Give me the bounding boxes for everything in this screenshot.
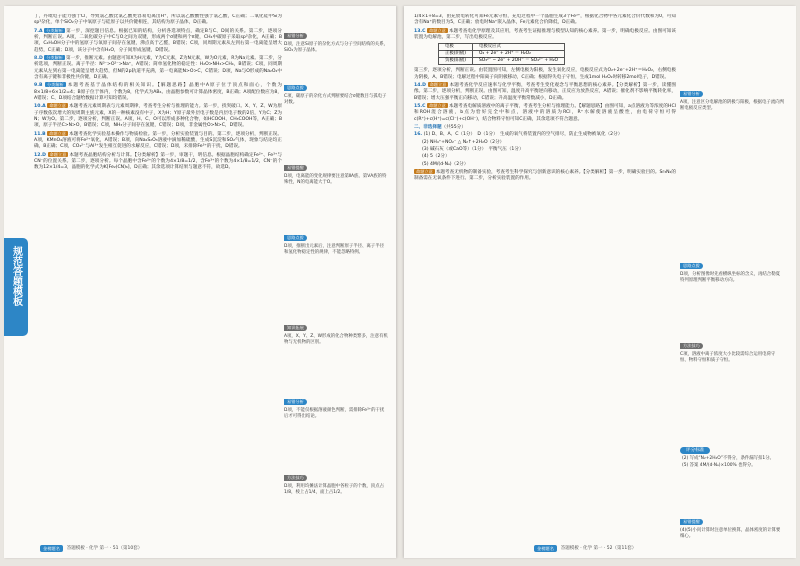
margin-note: 易错提醒 (4)(5)小问计算时注意单位换算，晶体密度的计算要细心。 bbox=[680, 519, 781, 539]
scoring-title: 评分标准 bbox=[680, 447, 710, 454]
question-14: 14.D 命题立意 本题考查化学反应速率与化学平衡，考查考生变化观念与平衡思想的核心素养。【分类解析】第一步，读懂图像。第二步，逐项分析，判断正误。由图可知，温度升高平衡逆向移动，正反应为放热反应，A错误；催化剂不影响平衡转化率，B错误；增大压强平衡正向移动，C错误；升高温度平衡常数减小，D正确。 bbox=[414, 81, 676, 101]
right-notes-column bbox=[680, 14, 786, 539]
answer-line: (3) 碱石灰（或CaO等）（1分） 平衡气压（1分） bbox=[422, 147, 524, 153]
margin-note: 知识拓展 A项，X、Y、Z、W形成的化合物种类繁多，注意有机物与无机物的区别。 bbox=[284, 325, 388, 345]
left-page bbox=[4, 6, 396, 558]
margin-note: 方法技巧 C项，溶液中离子浓度大小比较需综合运用电荷守恒、物料守恒和质子守恒。 bbox=[680, 343, 776, 363]
margin-note: 易错提醒 D项，电离能的变化规律要注意第ⅡA族、第ⅤA族的特殊性，N的电离能大于O。 bbox=[284, 165, 387, 185]
answer-line: (5) 4M/(d·Nₐ)（2分） bbox=[422, 161, 469, 167]
question-15: 15.C 命题立意 本题考查电解质溶液中的离子平衡，考查考生分析与推理能力。【解题思路】由图可知，a点溶液为等浓度的HCl和ROH混合溶液，b点为恰好完全中和点，溶液中的溶质为RCl，R⁺水解使溶液呈酸性，由电荷守恒可得c(R⁺)+c(H⁺)=c(Cl⁻)+c(OH⁻)，结合物料守恒可知C正确，其余选项不符合题意。 bbox=[414, 102, 676, 122]
margin-note: 易错分析 D项，注意Si原子的杂化方式与分子空间结构的关系，SiO₂为原子晶体。 bbox=[284, 33, 388, 53]
page-number: 答题模板 · 化学 第一 · 51（第10套） bbox=[66, 546, 143, 551]
side-banner-text: 规范答题模板 bbox=[10, 246, 22, 306]
paragraph: 命题立意 本题考查无机物的制备实验，考查考生科学探究与创新意识的核心素养。【分类解析】第一步，明确实验目的。Sr₃N₂的制备需在无氧条件下进行。第二步，分析实验装置的作用。 bbox=[414, 169, 676, 182]
scoring-box: 评分标准 (2) 写成“N₂+2H₂O”不得分，条件漏写扣1分。 (5) 答案 4M/(d·Nₐ)×100% 也得分。 bbox=[682, 448, 774, 468]
left-footer bbox=[40, 543, 142, 553]
margin-note: 方法技巧 D项，利用均摊法计算晶胞中各粒子的个数，顶点占1/8，棱上占1/4，面上占1/2。 bbox=[284, 475, 384, 495]
question-9: 9.B 分类解析 本题考查基于晶体结构的相关知识。【解题思路】晶胞中A原子位于顶点和面心，个数为8×1/8+6×1/2=4；B原子位于体内，个数为8，化学式为AB₂。由晶胞参数可计算晶体密度，B正确；A项配位数应为8，A错误；C、D项结合题给数据计算可知均错误。 bbox=[34, 82, 282, 101]
page-number: 答题模板 · 化学 第一 · 52（第11套） bbox=[560, 546, 637, 551]
paragraph: 丁，丹吡电子能力强于Cl，导致氯乙酸比氯乙酸更容易电离出H⁺，所以氯乙酸酸性强于氯乙酸，C正确；二氧化硅中Si为sp³杂化，单个SiO₂分子中氧原子与硅原子以共价键相连，其结构为原子晶体，D正确。 bbox=[34, 14, 282, 26]
question-16: 16. (1) D、B、A、C（1分） D（1分） 生成的氧气将装置内的空气排尽，防止生成物被氧化（2分） bbox=[414, 132, 623, 138]
brand-logo: 金榜题名 bbox=[534, 545, 557, 552]
electrode-table: 电极 电极反应式 正极(阴极) O₂ + 2e⁻ + 2H⁺ ＝ H₂O₂ 负极(阳极) SO₃²⁻ − 2e⁻ + 2OH⁻ ＝ SO₄²⁻ + H₂O bbox=[438, 43, 565, 65]
answer-line: (4) 5（2分） bbox=[422, 154, 450, 160]
question-7: 7.A 分类解析 第一步，深挖题目信息。根据已知的结构，分析各选项特点，确定B与C、D间的关系。第二步，逐项分析，判断正误。A项，二氧化碳分子中C与O之间为双键，形成两个σ键和两个π键，CH₄中碳原子采取sp³杂化，A正确；B项，C₂H₄OH分子中的氢原子与氧原子间存在氢键，沸点高于乙醛，B错误；C项，同周期元素从左到右第一电离能呈增大趋势，C正确；D项，该分子中含有H₂O，分子间形成氢键，D错误。 bbox=[34, 27, 282, 53]
left-notes-column bbox=[284, 14, 390, 536]
margin-note: 易错分析 D项，不能仅根据溶液颜色判断，需排除Fe³⁺的干扰后才可得出结论。 bbox=[284, 399, 385, 419]
brand-logo: 金榜题名 bbox=[40, 545, 63, 552]
paragraph: 1/4×1+8=3，由充放电转化可知Fe元素守恒，充电过程中一个晶胞生成3个Fe³⁺，根据化合物中各元素化合价代数和为0，可知含有Na⁺的数目为5，C正确；放电时Na⁺嵌入晶体，Fe元素化合价降低，D正确。 bbox=[414, 14, 676, 26]
question-11: 11.B 命题立意 本题考查化学实验基本操作与物质检验。第一步，分析实验装置与目的。第二步，逐项分析，判断正误。A项，KMnO₄溶液可将Fe²⁺氧化，A错误；B项，向Na₂S₂O₃溶液中滴加稀硫酸，生成S沉淀和SO₂气体，现象与结论均正确，B正确；C项，CO₃²⁻与Al³⁺发生相互促进的水解反应，C错误；D项，未排除Fe³⁺的干扰，D错误。 bbox=[34, 130, 282, 150]
side-banner bbox=[4, 238, 28, 336]
answer-line: (2) NH₄⁺+NO₂⁻ △ N₂↑+2H₂O（2分） bbox=[422, 139, 505, 145]
margin-note: 思路点拨 D项，推断出元素后，注意判断原子半径、离子半径和氢化物稳定性的规律，不能忽略特例。 bbox=[284, 235, 384, 255]
right-footer bbox=[534, 543, 636, 553]
right-main-column bbox=[414, 14, 676, 536]
margin-note: 思路点拨 C项，碳原子的杂化方式判断要结合σ键数目与孤电子对数。 bbox=[284, 85, 387, 105]
question-8: 8.D 分类解析 第一步，推断元素。由题意可知X为H元素，Y为C元素，Z为N元素，W为O元素，R为Na元素。第二步，分析选项，判断正误。离子半径：N³⁻>O²⁻>Na⁺，A错误；简单氢化物的稳定性：H₂O>NH₃>CH₄，B错误；C项，同周期元素从左到右第一电离能呈增大趋势，但N的2p轨道半充满，第一电离能N>O>C，C错误；D项，Na与O形成的Na₂O₂中含有离子键和非极性共价键，D正确。 bbox=[34, 54, 282, 80]
section-heading: 二、非选择题（共55分） bbox=[414, 124, 466, 130]
question-13: 13.C 命题立意 本题考查电化学原理及其应用，考查考生证据推理与模型认知的核心素养。第一步，明确电极反应。由图可知该装置为电解池，第二步，写出电极反应。 bbox=[414, 27, 676, 40]
paragraph: 第三步，逐项分析，判断正误。由装置图可知，左侧电极为阳极，发生氧化反应，电极反应式为O₂+2e⁻+2H⁺＝H₂O₂，右侧电极为阴极，A、B错误；电解过程中阳离子向阴极移动，C正确；根据得失电子守恒，生成1mol H₂O₂时转移2mol电子，D错误。 bbox=[414, 68, 676, 80]
right-page bbox=[404, 6, 796, 558]
left-main-column bbox=[34, 14, 282, 536]
margin-note: 思路点拨 D项，分析图像时先看横纵坐标的含义，再结合勒夏特列原理判断平衡移动方向。 bbox=[680, 263, 780, 283]
margin-note: 易错分析 A项，注意区分电解池的阴极与阳极，根据电子流向判断电极反应类型。 bbox=[680, 91, 784, 111]
question-10: 10.A 命题立意 本题考查元素周期表与元素周期律，考查考生分析与推理的能力。第一步，找突破口。X、Y、Z、W为原子序数依次增大的短周期主族元素，X的一种核素没有中子，X为H；Y原子最外层电子数是内层电子数的2倍，Y为C；Z为N；W为O。第二步，逐项分析，判断正误。A项，H、C、O可以形成多种化合物，如HCOOH、CH₃COOH等，A正确；B项，原子半径C>N>O，B错误；C项，NH₃分子间存在氢键，C错误；D项，非金属性O>N>C，D错误。 bbox=[34, 103, 282, 129]
question-12: 12.D 命题立意 本题考查晶胞结构分析与计算。【分类解析】第一步，审题干，明信息。根据晶胞结构确定Fe²⁺、Fe³⁺与CN⁻的位置关系。第二步，逐项分析。每个晶胞中含Fe²⁺的个数为4×1/8=1/2，含Fe³⁺的个数为4×1/8=1/2，CN⁻的个数为12×1/4=3，晶胞的化学式为K[Fe₂(CN)₆]，D正确；其余选项计算结果与题意不符，故选D。 bbox=[34, 151, 282, 171]
